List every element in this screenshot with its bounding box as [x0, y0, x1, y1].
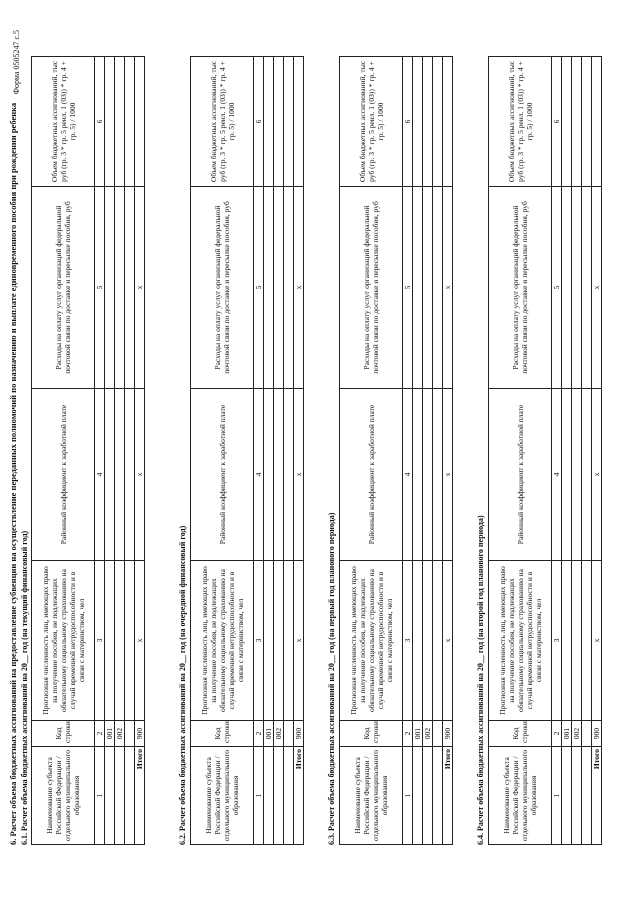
col-num: 6 — [403, 57, 413, 187]
cell[interactable] — [582, 187, 592, 389]
total-label: Итого — [294, 747, 304, 845]
cell[interactable] — [105, 389, 115, 561]
cell[interactable] — [264, 561, 274, 721]
cell[interactable] — [284, 561, 294, 721]
row-code: 002 — [423, 721, 433, 747]
cell[interactable] — [582, 389, 592, 561]
cell[interactable] — [274, 187, 284, 389]
cell[interactable] — [423, 561, 433, 721]
col-num: 1 — [403, 747, 413, 845]
cell[interactable] — [562, 389, 572, 561]
col-num: 5 — [95, 187, 105, 389]
cell[interactable] — [433, 57, 443, 187]
row-code: 002 — [274, 721, 284, 747]
cell[interactable] — [582, 747, 592, 845]
header-costs: Расходы на оплату услуг организаций федеральной почтовой связи по доставке и пересылке пособия, руб — [489, 187, 552, 389]
x-mark: x — [294, 187, 304, 389]
cell[interactable] — [105, 57, 115, 187]
header-code: Код строки — [191, 721, 254, 747]
col-num: 6 — [254, 57, 264, 187]
cell[interactable] — [115, 57, 125, 187]
cell[interactable] — [274, 747, 284, 845]
header-subject: Наименование субъекта Российской Федерации / отдельного муниципального образования — [32, 747, 95, 845]
header-code: Код строки — [489, 721, 552, 747]
cell[interactable] — [115, 747, 125, 845]
x-mark: x — [135, 561, 145, 721]
col-num: 3 — [95, 561, 105, 721]
cell[interactable] — [572, 747, 582, 845]
cell[interactable] — [413, 187, 423, 389]
table-6-1 — [31, 56, 145, 845]
cell[interactable] — [274, 57, 284, 187]
form-code: Форма 0505247 с.5 — [12, 30, 21, 95]
subtitle-6-4: 6.4. Расчет объема бюджетных ассигнований на 20__ год (на второй год планового периода) — [476, 515, 485, 845]
cell[interactable] — [562, 561, 572, 721]
cell[interactable] — [264, 389, 274, 561]
x-mark: x — [443, 561, 453, 721]
header-volume: Объем бюджетных ассигнований, тыс руб (гр. 3 * гр. 5 реил. 1 (03)) * гр. 4 + гр. 5) / 1000 — [340, 57, 403, 187]
cell[interactable] — [125, 721, 135, 747]
row-code: 001 — [562, 721, 572, 747]
col-num: 6 — [552, 57, 562, 187]
row-code: 002 — [115, 721, 125, 747]
cell[interactable] — [582, 57, 592, 187]
cell[interactable] — [413, 747, 423, 845]
col-num: 3 — [254, 561, 264, 721]
header-code: Код строки — [32, 721, 95, 747]
col-num: 6 — [95, 57, 105, 187]
cell[interactable] — [264, 57, 274, 187]
cell[interactable] — [125, 747, 135, 845]
col-num: 3 — [552, 561, 562, 721]
total-label: Итого — [592, 747, 602, 845]
cell[interactable] — [433, 561, 443, 721]
subtitle-6-2: 6.2. Расчет объема бюджетных ассигнований на 20__ год (на очередной финансовый год) — [178, 525, 187, 845]
header-count: Прогнозная численность лиц, имеющих право на получение пособия, не подлежащих обязательному социальному страхованию на случай временной нетрудоспособности и в связи с материнством, чел — [32, 561, 95, 721]
header-volume: Объем бюджетных ассигнований, тыс руб (гр. 3 * гр. 5 реил. 1 (03)) * гр. 4 + гр. 5) / 1000 — [489, 57, 552, 187]
x-mark: x — [294, 561, 304, 721]
col-num: 4 — [403, 389, 413, 561]
col-num: 1 — [254, 747, 264, 845]
cell[interactable] — [105, 561, 115, 721]
cell[interactable] — [115, 389, 125, 561]
col-num: 2 — [403, 721, 413, 747]
header-volume: Объем бюджетных ассигнований, тыс руб (гр. 3 * гр. 5 реил. 1 (03)) * гр. 4 + гр. 5) / 1000 — [191, 57, 254, 187]
x-mark: x — [592, 389, 602, 561]
cell[interactable] — [284, 721, 294, 747]
cell[interactable] — [423, 57, 433, 187]
cell[interactable] — [115, 187, 125, 389]
col-num: 1 — [552, 747, 562, 845]
cell[interactable] — [433, 389, 443, 561]
cell[interactable] — [413, 389, 423, 561]
cell[interactable] — [572, 187, 582, 389]
cell[interactable] — [264, 747, 274, 845]
cell[interactable] — [423, 747, 433, 845]
cell[interactable] — [125, 187, 135, 389]
table-6-2 — [190, 56, 304, 845]
total-code: 900 — [443, 721, 453, 747]
cell[interactable] — [562, 187, 572, 389]
total-value[interactable] — [592, 57, 602, 187]
x-mark: x — [294, 389, 304, 561]
total-label: Итого — [135, 747, 145, 845]
cell[interactable] — [274, 561, 284, 721]
subtitle-6-3: 6.3. Расчет объема бюджетных ассигнований на 20__ год (на первый год планового периода) — [327, 512, 336, 845]
header-code: Код строки — [340, 721, 403, 747]
header-coef: Районный коэффициент к заработной плате — [489, 389, 552, 561]
x-mark: x — [135, 187, 145, 389]
total-code: 900 — [294, 721, 304, 747]
cell[interactable] — [572, 561, 582, 721]
cell[interactable] — [413, 561, 423, 721]
cell[interactable] — [284, 389, 294, 561]
x-mark: x — [592, 187, 602, 389]
cell[interactable] — [284, 57, 294, 187]
cell[interactable] — [423, 187, 433, 389]
cell[interactable] — [572, 57, 582, 187]
x-mark: x — [443, 389, 453, 561]
x-mark: x — [443, 187, 453, 389]
header-costs: Расходы на оплату услуг организаций федеральной почтовой связи по доставке и пересылке пособия, руб — [32, 187, 95, 389]
cell[interactable] — [284, 187, 294, 389]
total-code: 900 — [592, 721, 602, 747]
col-num: 4 — [95, 389, 105, 561]
header-volume: Объем бюджетных ассигнований, тыс руб (гр. 3 * гр. 5 реил. 1 (03)) * гр. 4 + гр. 5) / 1000 — [32, 57, 95, 187]
cell[interactable] — [125, 389, 135, 561]
total-label: Итого — [443, 747, 453, 845]
row-code: 001 — [105, 721, 115, 747]
header-subject: Наименование субъекта Российской Федерации / отдельного муниципального образования — [191, 747, 254, 845]
row-code: 001 — [413, 721, 423, 747]
cell[interactable] — [125, 57, 135, 187]
cell[interactable] — [433, 747, 443, 845]
cell[interactable] — [264, 187, 274, 389]
col-num: 1 — [95, 747, 105, 845]
cell[interactable] — [433, 721, 443, 747]
cell[interactable] — [284, 747, 294, 845]
col-num: 5 — [552, 187, 562, 389]
cell[interactable] — [572, 389, 582, 561]
header-coef: Районный коэффициент к заработной плате — [191, 389, 254, 561]
header-costs: Расходы на оплату услуг организаций федеральной почтовой связи по доставке и пересылке пособия, руб — [340, 187, 403, 389]
header-costs: Расходы на оплату услуг организаций федеральной почтовой связи по доставке и пересылке пособия, руб — [191, 187, 254, 389]
total-code: 900 — [135, 721, 145, 747]
total-value[interactable] — [135, 57, 145, 187]
col-num: 4 — [552, 389, 562, 561]
cell[interactable] — [562, 747, 572, 845]
cell[interactable] — [562, 57, 572, 187]
table-6-4 — [488, 56, 602, 845]
header-subject: Наименование субъекта Российской Федерации / отдельного муниципального образования — [340, 747, 403, 845]
header-count: Прогнозная численность лиц, имеющих право на получение пособия, не подлежащих обязательному социальному страхованию на случай временной нетрудоспособности и в связи с материнством, чел — [489, 561, 552, 721]
col-num: 5 — [403, 187, 413, 389]
row-code: 002 — [572, 721, 582, 747]
cell[interactable] — [582, 561, 592, 721]
x-mark: x — [135, 389, 145, 561]
col-num: 2 — [95, 721, 105, 747]
cell[interactable] — [423, 389, 433, 561]
cell[interactable] — [274, 389, 284, 561]
col-num: 5 — [254, 187, 264, 389]
x-mark: x — [592, 561, 602, 721]
cell[interactable] — [105, 747, 115, 845]
cell[interactable] — [433, 187, 443, 389]
col-num: 2 — [254, 721, 264, 747]
table-6-3 — [339, 56, 453, 845]
total-value[interactable] — [294, 57, 304, 187]
subtitle-6-1: 6.1. Расчет объема бюджетных ассигнований на 20__ год (на текущий финансовый год) — [20, 530, 29, 845]
header-coef: Районный коэффициент к заработной плате — [340, 389, 403, 561]
cell[interactable] — [115, 561, 125, 721]
total-value[interactable] — [443, 57, 453, 187]
cell[interactable] — [125, 561, 135, 721]
cell[interactable] — [582, 721, 592, 747]
header-coef: Районный коэффициент к заработной плате — [32, 389, 95, 561]
col-num: 4 — [254, 389, 264, 561]
row-code: 001 — [264, 721, 274, 747]
header-count: Прогнозная численность лиц, имеющих право на получение пособия, не подлежащих обязательному социальному страхованию на случай временной нетрудоспособности и в связи с материнством, чел — [191, 561, 254, 721]
section-title-text: 6. Расчет объема бюджетных ассигнований на предоставление субвенции на осуществление переданных полномочий по назначению и выплате единовременного пособия при рождении ребенка — [8, 102, 18, 845]
header-subject: Наименование субъекта Российской Федерации / отдельного муниципального образования — [489, 747, 552, 845]
col-num: 3 — [403, 561, 413, 721]
section-title — [8, 103, 19, 845]
header-count: Прогнозная численность лиц, имеющих право на получение пособия, не подлежащих обязательному социальному страхованию на случай временной нетрудоспособности и в связи с материнством, чел — [340, 561, 403, 721]
cell[interactable] — [105, 187, 115, 389]
col-num: 2 — [552, 721, 562, 747]
cell[interactable] — [413, 57, 423, 187]
